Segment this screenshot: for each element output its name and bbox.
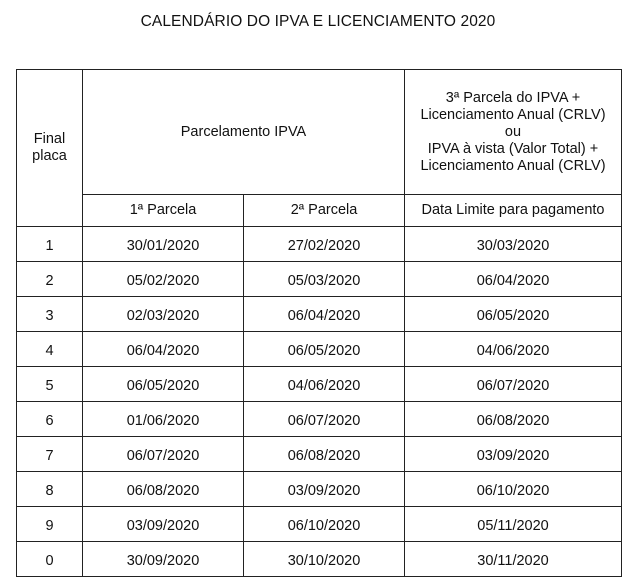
data-limite-cell: 06/04/2020 bbox=[405, 262, 622, 297]
table-row bbox=[17, 297, 622, 332]
ipva-calendar-table bbox=[16, 69, 622, 577]
parcela-2-cell: 06/05/2020 bbox=[244, 332, 405, 367]
final-placa-cell: 1 bbox=[17, 227, 83, 262]
header-third-parcela bbox=[405, 70, 622, 195]
final-placa-cell: 7 bbox=[17, 437, 83, 472]
parcela-1-cell: 06/04/2020 bbox=[83, 332, 244, 367]
header-third-line-2: Licenciamento Anual (CRLV) bbox=[420, 106, 606, 123]
final-placa-cell: 2 bbox=[17, 262, 83, 297]
data-limite-cell: 30/11/2020 bbox=[405, 542, 622, 577]
final-placa-cell: 6 bbox=[17, 402, 83, 437]
final-placa-cell: 5 bbox=[17, 367, 83, 402]
parcela-2-cell: 05/03/2020 bbox=[244, 262, 405, 297]
data-limite-cell: 30/03/2020 bbox=[405, 227, 622, 262]
parcela-2-cell: 06/07/2020 bbox=[244, 402, 405, 437]
table-row bbox=[17, 437, 622, 472]
data-limite-cell: 06/07/2020 bbox=[405, 367, 622, 402]
data-limite-cell: 04/06/2020 bbox=[405, 332, 622, 367]
header-parcela-2: 2ª Parcela bbox=[244, 195, 405, 227]
header-third-line-4: IPVA à vista (Valor Total) + bbox=[427, 140, 599, 157]
header-parcela-1: 1ª Parcela bbox=[83, 195, 244, 227]
table-row bbox=[17, 227, 622, 262]
parcela-1-cell: 03/09/2020 bbox=[83, 507, 244, 542]
header-row-sub bbox=[17, 195, 622, 227]
final-placa-cell: 8 bbox=[17, 472, 83, 507]
final-placa-cell: 9 bbox=[17, 507, 83, 542]
data-limite-cell: 03/09/2020 bbox=[405, 437, 622, 472]
parcela-1-cell: 05/02/2020 bbox=[83, 262, 244, 297]
final-placa-cell: 4 bbox=[17, 332, 83, 367]
header-data-limite: Data Limite para pagamento bbox=[405, 195, 622, 227]
table-row bbox=[17, 472, 622, 507]
parcela-2-cell: 06/08/2020 bbox=[244, 437, 405, 472]
data-limite-cell: 05/11/2020 bbox=[405, 507, 622, 542]
table-row bbox=[17, 402, 622, 437]
table-row bbox=[17, 367, 622, 402]
final-placa-cell: 0 bbox=[17, 542, 83, 577]
data-limite-cell: 06/10/2020 bbox=[405, 472, 622, 507]
parcela-2-cell: 04/06/2020 bbox=[244, 367, 405, 402]
parcela-2-cell: 06/04/2020 bbox=[244, 297, 405, 332]
header-row-top bbox=[17, 70, 622, 195]
header-third-line-5: Licenciamento Anual (CRLV) bbox=[420, 157, 606, 174]
header-final-placa-line2: placa bbox=[32, 148, 67, 164]
parcela-2-cell: 03/09/2020 bbox=[244, 472, 405, 507]
table-row bbox=[17, 542, 622, 577]
data-limite-cell: 06/05/2020 bbox=[405, 297, 622, 332]
parcela-2-cell: 30/10/2020 bbox=[244, 542, 405, 577]
parcela-1-cell: 06/08/2020 bbox=[83, 472, 244, 507]
header-third-line-3: ou bbox=[504, 123, 522, 140]
table-row bbox=[17, 262, 622, 297]
table-row bbox=[17, 507, 622, 542]
parcela-1-cell: 01/06/2020 bbox=[83, 402, 244, 437]
parcela-1-cell: 06/07/2020 bbox=[83, 437, 244, 472]
parcela-2-cell: 06/10/2020 bbox=[244, 507, 405, 542]
page-title: CALENDÁRIO DO IPVA E LICENCIAMENTO 2020 bbox=[140, 13, 496, 30]
parcela-1-cell: 02/03/2020 bbox=[83, 297, 244, 332]
final-placa-cell: 3 bbox=[17, 297, 83, 332]
parcela-1-cell: 30/09/2020 bbox=[83, 542, 244, 577]
parcela-2-cell: 27/02/2020 bbox=[244, 227, 405, 262]
parcela-1-cell: 06/05/2020 bbox=[83, 367, 244, 402]
parcela-1-cell: 30/01/2020 bbox=[83, 227, 244, 262]
header-final-placa bbox=[17, 70, 83, 227]
header-final-placa-line1: Final bbox=[33, 131, 66, 147]
data-limite-cell: 06/08/2020 bbox=[405, 402, 622, 437]
header-parcelamento-ipva: Parcelamento IPVA bbox=[83, 70, 405, 195]
table-row bbox=[17, 332, 622, 367]
header-third-line-1: 3ª Parcela do IPVA + bbox=[445, 89, 581, 106]
